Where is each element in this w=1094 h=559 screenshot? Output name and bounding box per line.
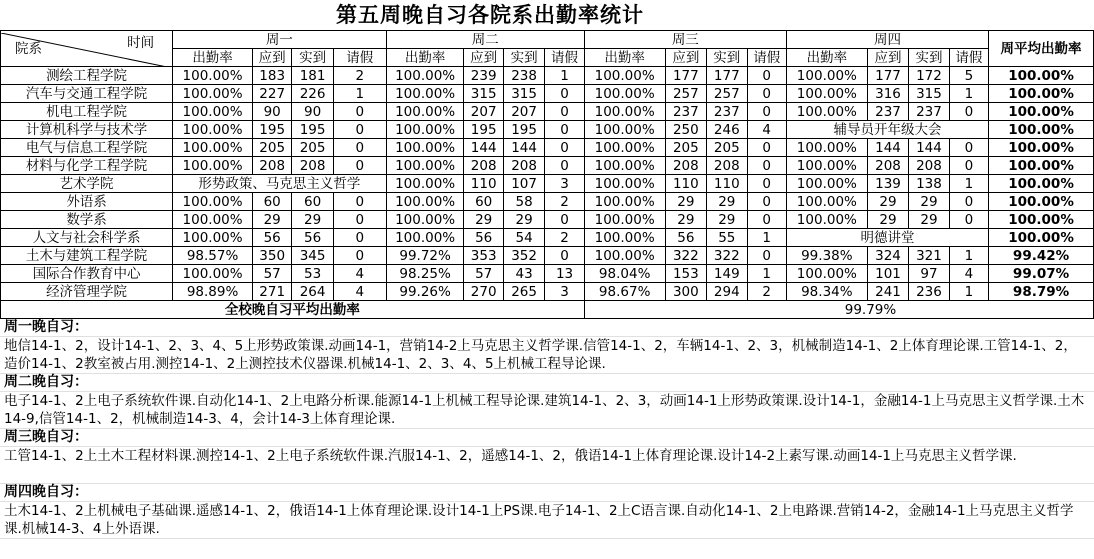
leave-cell: 0 bbox=[747, 67, 786, 85]
expected-cell: 208 bbox=[867, 157, 908, 175]
day-note-cell: 明德讲堂 bbox=[786, 229, 988, 247]
leave-cell: 0 bbox=[747, 157, 786, 175]
expected-cell: 56 bbox=[665, 229, 706, 247]
attendance-table bbox=[0, 30, 1094, 319]
present-cell: 321 bbox=[909, 247, 949, 265]
leave-cell: 0 bbox=[747, 103, 786, 121]
notes-section bbox=[0, 319, 1094, 539]
table-row bbox=[1, 67, 1094, 85]
note-title: 周一晚自习： bbox=[0, 319, 1094, 337]
present-cell: 29 bbox=[503, 211, 544, 229]
expected-cell: 250 bbox=[665, 121, 706, 139]
present-cell: 29 bbox=[909, 211, 949, 229]
present-cell: 315 bbox=[909, 85, 949, 103]
subcol-header: 请假 bbox=[545, 49, 584, 67]
weekly-avg-cell: 100.00% bbox=[989, 175, 1094, 193]
subcol-header: 应到 bbox=[867, 49, 908, 67]
expected-cell: 183 bbox=[252, 67, 291, 85]
day-header-3: 周三 bbox=[584, 31, 786, 49]
leave-cell: 1 bbox=[333, 85, 386, 103]
dept-name: 汽车与交通工程学院 bbox=[1, 85, 173, 103]
table-row bbox=[1, 193, 1094, 211]
expected-cell: 29 bbox=[867, 211, 908, 229]
present-cell: 97 bbox=[909, 265, 949, 283]
subcol-header: 出勤率 bbox=[173, 49, 253, 67]
table-row bbox=[1, 175, 1094, 193]
dept-name: 测绘工程学院 bbox=[1, 67, 173, 85]
expected-cell: 195 bbox=[252, 121, 291, 139]
subcol-header: 请假 bbox=[747, 49, 786, 67]
expected-cell: 353 bbox=[464, 247, 503, 265]
leave-cell: 0 bbox=[333, 247, 386, 265]
expected-cell: 177 bbox=[665, 67, 706, 85]
rate-cell: 99.38% bbox=[786, 247, 867, 265]
present-cell: 207 bbox=[503, 103, 544, 121]
dept-name: 国际合作教育中心 bbox=[1, 265, 173, 283]
rate-cell: 98.67% bbox=[584, 283, 665, 301]
rate-cell: 100.00% bbox=[173, 265, 253, 283]
rate-cell: 100.00% bbox=[584, 193, 665, 211]
present-cell: 177 bbox=[707, 67, 747, 85]
expected-cell: 57 bbox=[252, 265, 291, 283]
expected-cell: 271 bbox=[252, 283, 291, 301]
present-cell: 208 bbox=[707, 157, 747, 175]
expected-cell: 56 bbox=[464, 229, 503, 247]
dept-name: 人文与社会科学系 bbox=[1, 229, 173, 247]
leave-cell: 1 bbox=[747, 265, 786, 283]
expected-cell: 316 bbox=[867, 85, 908, 103]
table-row bbox=[1, 85, 1094, 103]
expected-cell: 324 bbox=[867, 247, 908, 265]
leave-cell: 4 bbox=[333, 265, 386, 283]
rate-cell: 100.00% bbox=[173, 157, 253, 175]
leave-cell: 0 bbox=[333, 229, 386, 247]
note-title: 周二晚自习： bbox=[0, 374, 1094, 392]
leave-cell: 4 bbox=[333, 283, 386, 301]
leave-cell: 0 bbox=[545, 85, 584, 103]
expected-cell: 315 bbox=[464, 85, 503, 103]
table-row bbox=[1, 103, 1094, 121]
weekly-avg-cell: 100.00% bbox=[989, 103, 1094, 121]
expected-cell: 205 bbox=[252, 139, 291, 157]
leave-cell: 4 bbox=[949, 265, 988, 283]
present-cell: 315 bbox=[503, 85, 544, 103]
rate-cell: 100.00% bbox=[386, 103, 464, 121]
rate-cell: 100.00% bbox=[786, 157, 867, 175]
weekly-avg-cell: 100.00% bbox=[989, 211, 1094, 229]
dept-name: 机电工程学院 bbox=[1, 103, 173, 121]
expected-cell: 153 bbox=[665, 265, 706, 283]
corner-dept-label: 院系 bbox=[15, 40, 42, 57]
present-cell: 226 bbox=[292, 85, 333, 103]
table-row bbox=[1, 229, 1094, 247]
rate-cell: 100.00% bbox=[386, 139, 464, 157]
rate-cell: 100.00% bbox=[786, 85, 867, 103]
leave-cell: 0 bbox=[949, 193, 988, 211]
present-cell: 55 bbox=[707, 229, 747, 247]
rate-cell: 100.00% bbox=[584, 211, 665, 229]
expected-cell: 144 bbox=[867, 139, 908, 157]
leave-cell: 0 bbox=[333, 139, 386, 157]
expected-cell: 208 bbox=[464, 157, 503, 175]
table-row bbox=[1, 265, 1094, 283]
present-cell: 29 bbox=[707, 211, 747, 229]
rate-cell: 99.72% bbox=[386, 247, 464, 265]
present-cell: 238 bbox=[503, 67, 544, 85]
subcol-header: 请假 bbox=[333, 49, 386, 67]
corner-header-cell bbox=[1, 31, 173, 67]
expected-cell: 237 bbox=[867, 103, 908, 121]
present-cell: 294 bbox=[707, 283, 747, 301]
leave-cell: 0 bbox=[333, 157, 386, 175]
expected-cell: 90 bbox=[252, 103, 291, 121]
note-body: 土木14-1、2上机械电子基础课.遥感14-1、2，俄语14-1上体育理论课.设计14-1上PS课.电子14-1、2上C语言课.自动化14-1、2上电路课.营销14-2，金融14-1上马克思主义哲学课.机械14-3、4上外语课. bbox=[0, 502, 1094, 539]
expected-cell: 110 bbox=[665, 175, 706, 193]
dept-name: 艺术学院 bbox=[1, 175, 173, 193]
note-title: 周三晚自习： bbox=[0, 429, 1094, 447]
expected-cell: 29 bbox=[665, 193, 706, 211]
present-cell: 60 bbox=[292, 193, 333, 211]
rate-cell: 100.00% bbox=[786, 265, 867, 283]
present-cell: 195 bbox=[503, 121, 544, 139]
rate-cell: 100.00% bbox=[386, 157, 464, 175]
weekly-avg-cell: 100.00% bbox=[989, 67, 1094, 85]
leave-cell: 0 bbox=[545, 247, 584, 265]
expected-cell: 270 bbox=[464, 283, 503, 301]
leave-cell: 0 bbox=[747, 139, 786, 157]
dept-name: 经济管理学院 bbox=[1, 283, 173, 301]
rate-cell: 100.00% bbox=[386, 85, 464, 103]
present-cell: 208 bbox=[909, 157, 949, 175]
present-cell: 205 bbox=[707, 139, 747, 157]
expected-cell: 239 bbox=[464, 67, 503, 85]
leave-cell: 0 bbox=[949, 211, 988, 229]
day-note-cell: 形势政策、马克思主义哲学 bbox=[173, 175, 387, 193]
rate-cell: 100.00% bbox=[173, 85, 253, 103]
rate-cell: 98.57% bbox=[173, 247, 253, 265]
weekly-avg-cell: 100.00% bbox=[989, 85, 1094, 103]
rate-cell: 98.34% bbox=[786, 283, 867, 301]
expected-cell: 110 bbox=[464, 175, 503, 193]
leave-cell: 0 bbox=[545, 211, 584, 229]
leave-cell: 13 bbox=[545, 265, 584, 283]
dept-name: 材料与化学工程学院 bbox=[1, 157, 173, 175]
expected-cell: 300 bbox=[665, 283, 706, 301]
leave-cell: 1 bbox=[949, 175, 988, 193]
rate-cell: 100.00% bbox=[786, 139, 867, 157]
expected-cell: 207 bbox=[464, 103, 503, 121]
rate-cell: 100.00% bbox=[173, 211, 253, 229]
day-note-cell: 辅导员开年级大会 bbox=[786, 121, 988, 139]
present-cell: 345 bbox=[292, 247, 333, 265]
subcol-header: 应到 bbox=[665, 49, 706, 67]
sheet-title: 第五周晚自习各院系出勤率统计 bbox=[336, 2, 644, 27]
table-row bbox=[1, 157, 1094, 175]
leave-cell: 2 bbox=[747, 283, 786, 301]
subcol-header: 请假 bbox=[949, 49, 988, 67]
summary-row bbox=[1, 301, 1094, 319]
rate-cell: 100.00% bbox=[173, 229, 253, 247]
subcol-header: 实到 bbox=[707, 49, 747, 67]
weekly-avg-cell: 99.42% bbox=[989, 247, 1094, 265]
subcol-header: 实到 bbox=[503, 49, 544, 67]
weekly-avg-cell: 100.00% bbox=[989, 157, 1094, 175]
rate-cell: 100.00% bbox=[584, 157, 665, 175]
note-body: 工管14-1、2上土木工程材料课.测控14-1、2上电子系统软件课.汽服14-1、2，遥感14-1、2，俄语14-1上体育理论课.设计14-2上素写课.动画14-1上马克思主义哲学课. bbox=[0, 447, 1094, 484]
expected-cell: 208 bbox=[252, 157, 291, 175]
rate-cell: 100.00% bbox=[786, 193, 867, 211]
present-cell: 149 bbox=[707, 265, 747, 283]
present-cell: 110 bbox=[707, 175, 747, 193]
rate-cell: 98.89% bbox=[173, 283, 253, 301]
leave-cell: 3 bbox=[545, 283, 584, 301]
leave-cell: 0 bbox=[949, 103, 988, 121]
weekly-avg-cell: 100.00% bbox=[989, 139, 1094, 157]
expected-cell: 227 bbox=[252, 85, 291, 103]
expected-cell: 60 bbox=[464, 193, 503, 211]
present-cell: 352 bbox=[503, 247, 544, 265]
rate-cell: 100.00% bbox=[584, 175, 665, 193]
expected-cell: 208 bbox=[665, 157, 706, 175]
table-row bbox=[1, 211, 1094, 229]
leave-cell: 0 bbox=[747, 175, 786, 193]
day-header-2: 周二 bbox=[386, 31, 584, 49]
rate-cell: 100.00% bbox=[386, 175, 464, 193]
present-cell: 107 bbox=[503, 175, 544, 193]
present-cell: 29 bbox=[707, 193, 747, 211]
leave-cell: 0 bbox=[545, 139, 584, 157]
present-cell: 208 bbox=[503, 157, 544, 175]
present-cell: 246 bbox=[707, 121, 747, 139]
subcol-header: 出勤率 bbox=[584, 49, 665, 67]
present-cell: 264 bbox=[292, 283, 333, 301]
note-body: 地信14-1、2，设计14-1、2、3、4、5上形势政策课.动画14-1，营销14-2上马克思主义哲学课.信管14-1、2，车辆14-1、2、3，机械制造14-1、2上体育理论课.工管14-1、2，造价14-1、2教室被占用.测控14-1、2上测控技术仪器课.机械14-1、2、3、4、5上机械工程导论课. bbox=[0, 337, 1094, 374]
table-row bbox=[1, 121, 1094, 139]
present-cell: 172 bbox=[909, 67, 949, 85]
expected-cell: 101 bbox=[867, 265, 908, 283]
present-cell: 181 bbox=[292, 67, 333, 85]
present-cell: 236 bbox=[909, 283, 949, 301]
table-row bbox=[1, 139, 1094, 157]
subcol-header: 出勤率 bbox=[786, 49, 867, 67]
rate-cell: 100.00% bbox=[584, 67, 665, 85]
present-cell: 208 bbox=[292, 157, 333, 175]
present-cell: 144 bbox=[909, 139, 949, 157]
note-body: 电子14-1、2上电子系统软件课.自动化14-1、2上电路分析课.能源14-1上机械工程导论课.建筑14-1、2、3，动画14-1上形势政策课.设计14-1，金融14-1上马克思主义哲学课.土木14-9,信管14-1、2，机械制造14-3、4，会计14-3上体育理论课. bbox=[0, 392, 1094, 429]
leave-cell: 0 bbox=[545, 121, 584, 139]
leave-cell: 1 bbox=[545, 67, 584, 85]
rate-cell: 100.00% bbox=[584, 229, 665, 247]
summary-value: 99.79% bbox=[584, 301, 1093, 319]
leave-cell: 0 bbox=[545, 157, 584, 175]
subcol-header: 应到 bbox=[252, 49, 291, 67]
leave-cell: 0 bbox=[333, 193, 386, 211]
dept-name: 计算机科学与技术学 bbox=[1, 121, 173, 139]
rate-cell: 100.00% bbox=[786, 103, 867, 121]
summary-label: 全校晚自习平均出勤率 bbox=[1, 301, 585, 319]
header-row-days bbox=[1, 31, 1094, 49]
leave-cell: 1 bbox=[747, 229, 786, 247]
table-row bbox=[1, 283, 1094, 301]
dept-name: 数学系 bbox=[1, 211, 173, 229]
present-cell: 29 bbox=[292, 211, 333, 229]
present-cell: 237 bbox=[707, 103, 747, 121]
leave-cell: 2 bbox=[545, 193, 584, 211]
expected-cell: 177 bbox=[867, 67, 908, 85]
rate-cell: 100.00% bbox=[584, 247, 665, 265]
corner-time-label: 时间 bbox=[127, 34, 155, 51]
corner-header bbox=[1, 33, 172, 65]
rate-cell: 100.00% bbox=[584, 85, 665, 103]
expected-cell: 57 bbox=[464, 265, 503, 283]
leave-cell: 1 bbox=[949, 85, 988, 103]
rate-cell: 100.00% bbox=[386, 67, 464, 85]
leave-cell: 1 bbox=[949, 247, 988, 265]
dept-name: 电气与信息工程学院 bbox=[1, 139, 173, 157]
present-cell: 53 bbox=[292, 265, 333, 283]
present-cell: 43 bbox=[503, 265, 544, 283]
rate-cell: 100.00% bbox=[173, 193, 253, 211]
present-cell: 58 bbox=[503, 193, 544, 211]
expected-cell: 56 bbox=[252, 229, 291, 247]
note-title: 周四晚自习： bbox=[0, 484, 1094, 502]
leave-cell: 0 bbox=[333, 103, 386, 121]
expected-cell: 205 bbox=[665, 139, 706, 157]
leave-cell: 1 bbox=[949, 283, 988, 301]
rate-cell: 98.04% bbox=[584, 265, 665, 283]
leave-cell: 2 bbox=[545, 229, 584, 247]
rate-cell: 100.00% bbox=[386, 193, 464, 211]
present-cell: 29 bbox=[909, 193, 949, 211]
expected-cell: 144 bbox=[464, 139, 503, 157]
subcol-header: 实到 bbox=[909, 49, 949, 67]
rate-cell: 100.00% bbox=[386, 211, 464, 229]
rate-cell: 99.26% bbox=[386, 283, 464, 301]
present-cell: 90 bbox=[292, 103, 333, 121]
rate-cell: 100.00% bbox=[173, 67, 253, 85]
expected-cell: 241 bbox=[867, 283, 908, 301]
weekly-avg-cell: 100.00% bbox=[989, 121, 1094, 139]
present-cell: 138 bbox=[909, 175, 949, 193]
weekly-avg-cell: 99.07% bbox=[989, 265, 1094, 283]
leave-cell: 0 bbox=[333, 121, 386, 139]
leave-cell: 0 bbox=[545, 103, 584, 121]
present-cell: 265 bbox=[503, 283, 544, 301]
leave-cell: 0 bbox=[747, 193, 786, 211]
rate-cell: 100.00% bbox=[173, 121, 253, 139]
rate-cell: 100.00% bbox=[786, 175, 867, 193]
leave-cell: 3 bbox=[545, 175, 584, 193]
table-row bbox=[1, 247, 1094, 265]
subcol-header: 出勤率 bbox=[386, 49, 464, 67]
weekly-avg-header: 周平均出勤率 bbox=[989, 31, 1094, 67]
rate-cell: 100.00% bbox=[786, 211, 867, 229]
present-cell: 237 bbox=[909, 103, 949, 121]
rate-cell: 100.00% bbox=[173, 103, 253, 121]
expected-cell: 257 bbox=[665, 85, 706, 103]
rate-cell: 98.25% bbox=[386, 265, 464, 283]
rate-cell: 100.00% bbox=[173, 139, 253, 157]
rate-cell: 100.00% bbox=[584, 139, 665, 157]
rate-cell: 100.00% bbox=[584, 121, 665, 139]
expected-cell: 195 bbox=[464, 121, 503, 139]
rate-cell: 100.00% bbox=[584, 103, 665, 121]
leave-cell: 0 bbox=[747, 211, 786, 229]
expected-cell: 29 bbox=[867, 193, 908, 211]
present-cell: 205 bbox=[292, 139, 333, 157]
present-cell: 195 bbox=[292, 121, 333, 139]
present-cell: 56 bbox=[292, 229, 333, 247]
expected-cell: 29 bbox=[464, 211, 503, 229]
rate-cell: 100.00% bbox=[386, 121, 464, 139]
dept-name: 外语系 bbox=[1, 193, 173, 211]
rate-cell: 100.00% bbox=[786, 67, 867, 85]
weekly-avg-cell: 100.00% bbox=[989, 193, 1094, 211]
expected-cell: 29 bbox=[665, 211, 706, 229]
expected-cell: 350 bbox=[252, 247, 291, 265]
day-header-1: 周一 bbox=[173, 31, 387, 49]
expected-cell: 60 bbox=[252, 193, 291, 211]
present-cell: 144 bbox=[503, 139, 544, 157]
weekly-avg-cell: 98.79% bbox=[989, 283, 1094, 301]
present-cell: 322 bbox=[707, 247, 747, 265]
leave-cell: 0 bbox=[747, 247, 786, 265]
rate-cell: 100.00% bbox=[386, 229, 464, 247]
leave-cell: 5 bbox=[949, 67, 988, 85]
leave-cell: 0 bbox=[333, 211, 386, 229]
leave-cell: 4 bbox=[747, 121, 786, 139]
leave-cell: 0 bbox=[747, 85, 786, 103]
expected-cell: 139 bbox=[867, 175, 908, 193]
present-cell: 257 bbox=[707, 85, 747, 103]
day-header-4: 周四 bbox=[786, 31, 988, 49]
expected-cell: 322 bbox=[665, 247, 706, 265]
subcol-header: 实到 bbox=[292, 49, 333, 67]
expected-cell: 29 bbox=[252, 211, 291, 229]
present-cell: 54 bbox=[503, 229, 544, 247]
leave-cell: 2 bbox=[333, 67, 386, 85]
subcol-header: 应到 bbox=[464, 49, 503, 67]
leave-cell: 0 bbox=[949, 157, 988, 175]
dept-name: 土木与建筑工程学院 bbox=[1, 247, 173, 265]
expected-cell: 237 bbox=[665, 103, 706, 121]
leave-cell: 0 bbox=[949, 139, 988, 157]
weekly-avg-cell: 100.00% bbox=[989, 229, 1094, 247]
